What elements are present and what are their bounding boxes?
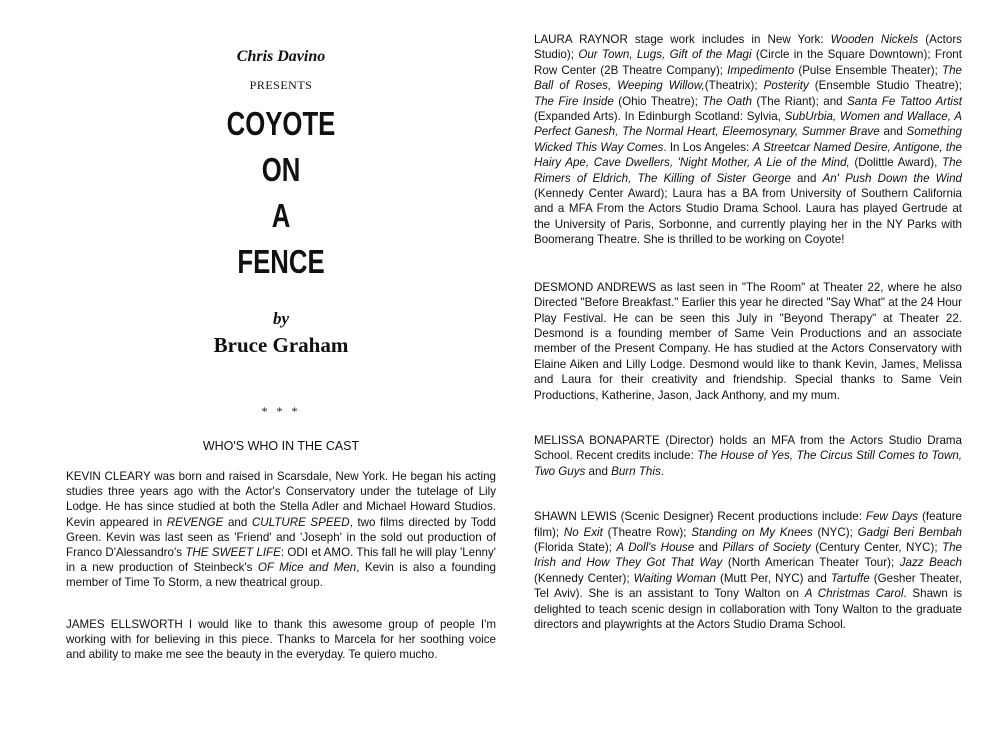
- bio-title-italic: Waiting Woman: [633, 571, 716, 585]
- cast-heading: WHO'S WHO IN THE CAST: [202, 439, 360, 453]
- bio-text: KEVIN CLEARY was born and raised in Scarsdale, New York. He began his acting studies three years ago with the Actor's Conservatory under the tutelage of Lily Lodge. He has since studied at both the Stella Adler and Michael Howard Studios. Kevin appeared in: [66, 470, 496, 529]
- bio-title-italic: Posterity: [763, 79, 809, 93]
- title-line: COYOTE: [226, 105, 336, 142]
- title-line: FENCE: [237, 243, 325, 280]
- by-label: by: [272, 309, 290, 328]
- bio-title-italic: Santa Fe Tattoo Artist: [847, 94, 963, 108]
- bio-text: (Dolittle Award),: [849, 156, 942, 170]
- bio-text: LAURA RAYNOR stage work includes in New York:: [534, 33, 831, 46]
- title-line: ON: [261, 151, 301, 188]
- bio-title-italic: Pillars of Society: [722, 540, 811, 554]
- bio-title-italic: Impedimento: [727, 63, 795, 77]
- author-name: Bruce Graham: [213, 333, 349, 357]
- bio-title-italic: Wooden Nickels: [830, 33, 919, 46]
- bio-text: (Actors Studio);: [534, 33, 962, 62]
- bio-text: and: [790, 171, 823, 185]
- bio-title-italic: OF Mice and Men: [257, 561, 357, 575]
- bio-kevin-cleary: [66, 469, 496, 591]
- bio-text: (Century Center, NYC);: [810, 540, 943, 554]
- bio-title-italic: The Irish and How They Got That Way: [534, 540, 963, 570]
- bio-text: and: [879, 125, 907, 139]
- bio-text: and: [223, 515, 252, 529]
- bio-text: (feature film);: [534, 510, 962, 539]
- bio-text: : ODI et AMO. This fall he will play 'Lenny' in a new production of Steinbeck's: [66, 546, 496, 575]
- bio-text: (Ensemble Studio Theatre);: [808, 79, 963, 93]
- bio-title-italic: Tartuffe: [830, 571, 870, 585]
- bio-title-italic: REVENGE: [166, 515, 224, 529]
- bio-title-italic: Burn This: [611, 464, 661, 478]
- bio-text: (Ohio Theatre);: [613, 94, 703, 108]
- bio-text: and: [585, 464, 612, 478]
- bio-james-ellsworth: [66, 617, 496, 663]
- bio-text: (Pulse Ensemble Theater);: [794, 63, 942, 77]
- bio-title-italic: SubUrbia, Women and Wallace, A Perfect Ganesh, The Normal Heart, Eleemosynary, Summer Brave: [534, 110, 962, 139]
- bio-text: MELISSA BONAPARTE (Director) holds an MFA from the Actors Studio Drama School. Recent credits include:: [534, 433, 962, 463]
- bio-text: (Circle in the Square Downtown); Front Row Center (2B Theatre Company);: [534, 48, 962, 77]
- bio-title-italic: Standing on My Knees: [691, 525, 813, 539]
- bio-title-italic: Gadgi Beri Bembah: [857, 525, 962, 539]
- bio-title-italic: A Streetcar Named Desire, Antigone, the Hairy Ape, Cave Dwellers, 'Night Mother, A Lie of the Mind,: [534, 140, 962, 170]
- bio-text: (Gesher Theater, Tel Aviv). She is an assistant to Tony Walton on: [534, 571, 962, 601]
- separator: * * *: [261, 404, 301, 418]
- bio-text: . Shawn is delighted to teach scenic design in collaboration with Tony Walton to the graduate directors and playwrights at the Actors Studio Drama School.: [534, 587, 962, 631]
- bio-text: JAMES ELLSWORTH I would like to thank this awesome group of people I'm working with for believing in this piece. Thanks to Marcela for her soothing voice and ability to make me see the beauty in the everyday. Te quiero mucho.: [66, 617, 496, 662]
- bio-title-italic: The Oath: [702, 94, 752, 108]
- bio-text: .: [660, 464, 664, 478]
- bio-melissa-bonaparte: [534, 433, 962, 479]
- title-line: A: [271, 197, 291, 234]
- bio-text: (Kennedy Center);: [534, 571, 634, 585]
- bio-title-italic: Jazz Beach: [899, 556, 963, 570]
- bio-text: (Mutt Per, NYC) and: [715, 571, 831, 585]
- bio-title-italic: No Exit: [563, 525, 603, 539]
- bio-title-italic: An' Push Down the Wind: [822, 171, 962, 185]
- bio-title-italic: CULTURE SPEED: [251, 515, 350, 529]
- bio-text: (NYC);: [812, 525, 858, 539]
- bio-laura-raynor: [534, 32, 962, 248]
- bio-title-italic: Few Days: [865, 510, 919, 524]
- bio-text: (The Riant); and: [751, 94, 848, 108]
- bio-text: (Expanded Arts). In Edinburgh Scotland: Sylvia,: [534, 110, 785, 124]
- left-column: [66, 40, 496, 662]
- bio-text: (North American Theater Tour);: [722, 556, 900, 570]
- bio-title-italic: The Fire Inside: [534, 94, 614, 108]
- bio-text: and: [694, 540, 723, 554]
- bio-text: . In Los Angeles:: [663, 140, 753, 154]
- bio-title-italic: THE SWEET LIFE: [185, 546, 281, 560]
- bio-text: (Theatrix);: [704, 79, 764, 93]
- bio-title-italic: The House of Yes, The Circus Still Comes to Town, Two Guys: [534, 449, 962, 478]
- bio-text: , two films directed by Todd Green. Kevin was last seen as 'Friend' and 'Joseph' in the sold out production of Franco D'Alessandro's: [66, 515, 497, 560]
- bio-title-italic: Our Town, Lugs, Gift of the Magi: [578, 48, 752, 62]
- bio-text: (Theatre Row);: [602, 525, 692, 539]
- bio-title-italic: Something Wicked This Way Comes: [534, 125, 962, 154]
- presents-label: PRESENTS: [249, 78, 313, 92]
- bio-shawn-lewis: [534, 509, 962, 632]
- bio-title-italic: A Christmas Carol: [804, 587, 904, 601]
- bio-desmond-andrews: [534, 280, 962, 403]
- bio-title-italic: The Ball of Roses, Weeping Willow,: [534, 63, 962, 93]
- bio-text: DESMOND ANDREWS as last seen in "The Room" at Theater 22, where he also Directed "Before Breakfast." Earlier this year he directed "Say What" at the 24 Hour Play Festival. He can be seen this July in "Beyond Therapy" at Theater 22. Desmond is a founding member of Same Vein Productions and an associate member of the Present Company. He has studied at the Actors Conservatory with Elaine Aiken and Lilly Lodge. Desmond would like to thank Kevin, James, Melissa and Laura for their creativity and friendship. Special thanks to Same Vein Productions, Katherine, Jason, Jack Anthony, and my mum.: [534, 280, 962, 402]
- play-title: [66, 101, 496, 285]
- bio-text: SHAWN LEWIS (Scenic Designer) Recent productions include:: [534, 510, 866, 524]
- bio-text: (Kennedy Center Award); Laura has a BA from University of Southern California and a MFA From the Actors Studio Drama School. Laura has played Gertrude at the University of Paris, Sorbonne, and currently playing her in the NY Parks with Boomerang Theatre. She is thrilled to be working on Coyote!: [534, 187, 962, 247]
- bio-text: (Florida State);: [534, 540, 617, 554]
- bio-text: , Kevin is also a founding member of Time To Storm, a new theatrical group.: [66, 561, 496, 590]
- right-column: [534, 32, 962, 632]
- bio-title-italic: A Doll's House: [616, 540, 695, 554]
- presenter-name: Chris Davino: [236, 48, 326, 65]
- bio-title-italic: The Rimers of Eldrich, The Killing of Sister George: [534, 156, 962, 185]
